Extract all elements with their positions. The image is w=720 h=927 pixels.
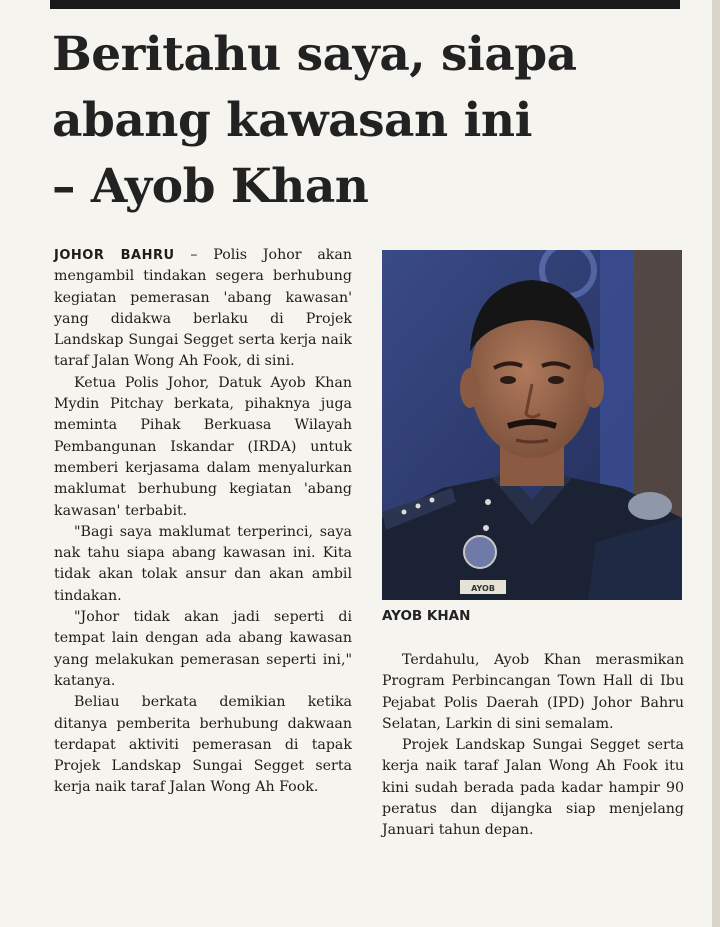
paragraph-1 bbox=[54, 245, 352, 373]
eye-right bbox=[548, 376, 564, 384]
insignia-star bbox=[430, 498, 435, 503]
insignia-star bbox=[402, 510, 407, 515]
paragraph-2: Ketua Polis Johor, Datuk Ayob Khan Mydin Pitchay berkata, pihaknya juga meminta Pihak Berkuasa Wilayah Pembangunan Iskandar (IRDA) untuk memberi kerjasama dalam menyalurkan maklumat berhubung kegiatan 'abang kawasan' terbabit. bbox=[54, 374, 352, 519]
insignia-star bbox=[416, 504, 421, 509]
headline-line-1: Beritahu saya, siapa bbox=[52, 27, 577, 82]
left-column bbox=[54, 245, 352, 799]
dateline: JOHOR BAHRU bbox=[54, 248, 175, 263]
collar-button bbox=[485, 499, 491, 505]
eye-left bbox=[500, 376, 516, 384]
paragraph-5: Beliau berkata demikian ketika ditanya pemberita berhubung dakwaan terdapat aktiviti pemerasan di tapak Projek Landskap Sungai Segget serta kerja naik taraf Jalan Wong Ah Fook. bbox=[54, 694, 352, 796]
ear-right bbox=[584, 368, 604, 408]
ear-left bbox=[460, 368, 480, 408]
portrait-photo bbox=[382, 250, 682, 600]
paragraph-3: "Bagi saya maklumat terperinci, saya nak tahu siapa abang kawasan ini. Kita tidak akan tolak ansur dan akan ambil tindakan. bbox=[54, 523, 352, 604]
paragraph-4: "Johor tidak akan jadi seperti di tempat lain dengan ada abang kawasan yang melakukan pemerasan seperti ini," katanya. bbox=[54, 609, 352, 689]
name-tag-text: AYOB bbox=[471, 584, 495, 593]
headline-line-2: abang kawasan ini bbox=[52, 93, 532, 148]
headline bbox=[52, 22, 692, 220]
top-rule bbox=[50, 0, 680, 9]
badge-emblem bbox=[464, 536, 496, 568]
microphone bbox=[628, 492, 672, 520]
paragraph-1-text: – Polis Johor akan mengambil tindakan segera berhubung kegiatan pemerasan 'abang kawasan' yang didakwa berlaku di Projek Landskap Sungai Segget serta kerja naik taraf Jalan Wong Ah Fook, di sini. bbox=[54, 247, 352, 370]
page-edge bbox=[712, 0, 720, 927]
right-column bbox=[382, 650, 684, 842]
photo-caption: AYOB KHAN bbox=[382, 608, 471, 624]
portrait-illustration bbox=[382, 250, 682, 600]
headline-line-3: – Ayob Khan bbox=[52, 159, 369, 214]
paragraph-6: Terdahulu, Ayob Khan merasmikan Program Perbincangan Town Hall di Ibu Pejabat Polis Daerah (IPD) Johor Bahru Selatan, Larkin di sini semalam. bbox=[382, 652, 684, 732]
paragraph-7: Projek Landskap Sungai Segget serta kerja naik taraf Jalan Wong Ah Fook itu kini sudah berada pada kadar hampir 90 peratus dan dijangka siap menjelang Januari tahun depan. bbox=[382, 737, 684, 839]
collar-button bbox=[483, 525, 489, 531]
